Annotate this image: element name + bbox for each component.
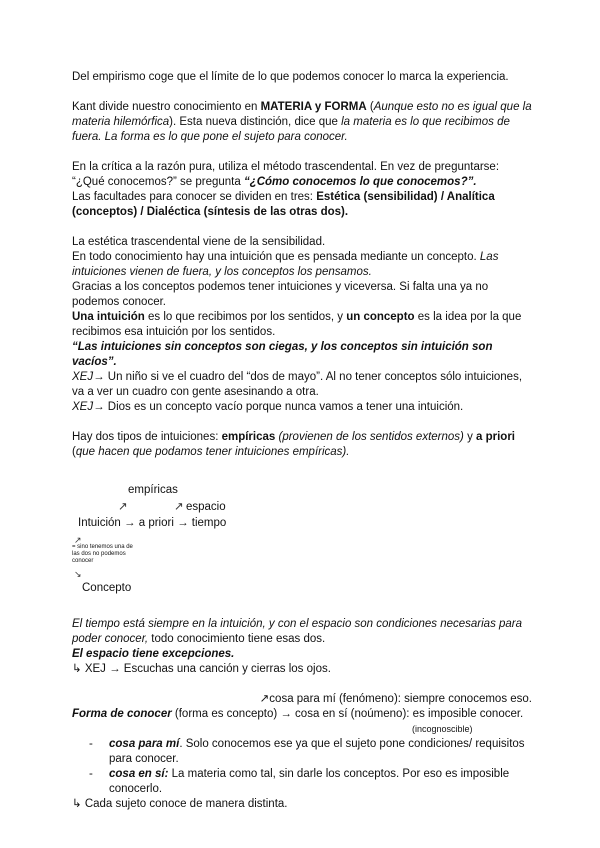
text: ( — [72, 446, 76, 458]
line-forma-de-conocer — [72, 707, 532, 722]
bold-text: empíricas — [221, 431, 276, 443]
paragraph-critica — [72, 160, 532, 190]
line-conocimiento — [72, 250, 532, 280]
bold-italic-text: “¿Cómo conocemos lo que conocemos?”. — [243, 176, 477, 188]
dash-mark: - — [89, 738, 93, 750]
diagram-intuicion-row: Intuición → a priori → tiempo — [78, 517, 227, 529]
text: Hay dos tipos de intuiciones: — [72, 431, 222, 443]
bold-text: un concepto — [346, 311, 415, 323]
line-intuicion-def — [72, 310, 532, 340]
bold-italic-text: Forma de conocer — [72, 708, 172, 720]
bold-italic-text: cosa para mí — [109, 738, 180, 750]
italic-text: la materia es lo que recibimos de fuera. La forma es lo que pone el sujeto para conocer. — [72, 116, 510, 143]
line-cada-sujeto: ↳ Cada sujeto conoce de manera distinta. — [72, 798, 288, 810]
paragraph-materia-forma — [72, 100, 532, 145]
italic-text: Las intuiciones vienen de fuera, y los conceptos los pensamos. — [72, 251, 499, 278]
text: En la crítica a la razón pura, utiliza el método trascendental. En vez de preguntarse: “¿Qué conocemos?” se pregunta — [72, 161, 500, 188]
text: y — [463, 431, 477, 443]
bold-text: Estética (sensibilidad) / Analítica (conceptos) / Dialéctica (síntesis de las otras dos). — [72, 191, 495, 218]
paragraph-tiempo — [72, 617, 532, 647]
paragraph-facultades — [72, 190, 532, 220]
text: → Un niño si ve el cuadro del “dos de mayo”. Al no tener conceptos sólo intuiciones, va a ver un cuadro con gente asesinando a otra. — [72, 371, 523, 398]
text: La materia como tal, sin darle los conceptos. Por eso es imposible conocerlo. — [109, 768, 510, 795]
arrow-ne-icon: ↗ — [74, 535, 82, 545]
text: es la idea por la que recibimos esa intuición por los sentidos. — [72, 311, 522, 338]
bold-text: MATERIA y FORMA — [260, 101, 367, 113]
quote-kant: “Las intuiciones sin conceptos son ciegas, y los conceptos sin intuición son vacíos”. — [72, 341, 493, 368]
paragraph-tipos-intuiciones — [72, 430, 532, 460]
text: → Dios es un concepto vacío porque nunca vamos a tener una intuición. — [93, 401, 464, 413]
line-espacio-excepciones: El espacio tiene excepciones. — [72, 648, 235, 660]
italic-text: El tiempo está siempre en la intuición, y con el espacio son condiciones necesarias para poder conocer, — [72, 618, 523, 645]
bold-text: a priori — [476, 431, 515, 443]
text: ( — [366, 101, 374, 113]
example-label: XEJ — [72, 401, 94, 413]
definition-list — [72, 737, 532, 797]
text: ). Esta nueva distinción, dice que — [169, 116, 342, 128]
text: Las facultades para conocer se dividen en tres: — [72, 191, 317, 203]
text: Kant divide nuestro conocimiento en — [72, 101, 261, 113]
example-dios — [72, 400, 532, 415]
text: es lo que recibimos por los sentidos, y — [144, 311, 347, 323]
intuition-diagram — [72, 475, 532, 594]
list-item — [72, 767, 532, 797]
list-item — [72, 737, 532, 767]
bold-italic-text: cosa en sí: — [109, 768, 169, 780]
example-label: XEJ — [72, 371, 94, 383]
arrow-se-icon: ↘ — [74, 569, 82, 579]
text: todo conocimiento tiene esas dos. — [148, 633, 326, 645]
italic-text: que hacen que podamos tener intuiciones empíricas). — [75, 446, 350, 458]
text: (forma es concepto) → cosa en sí (noúmeno): es imposible conocer. — [171, 708, 524, 720]
example-cancion: ↳ XEJ → Escuchas una canción y cierras los ojos. — [72, 663, 331, 675]
diagram-empiricas: empíricas — [128, 484, 178, 496]
diagram-espacio: espacio — [186, 501, 226, 513]
document-page — [72, 70, 532, 812]
line-estetica: La estética trascendental viene de la sensibilidad. — [72, 236, 326, 248]
line-gracias: Gracias a los conceptos podemos tener intuiciones y viceversa. Si falta una ya no podemos conocer. — [72, 281, 489, 308]
line-cosa-para-mi: ↗cosa para mí (fenómeno): siempre conocemos eso. — [259, 693, 532, 705]
arrow-ne-icon: ↗ — [118, 501, 128, 513]
dash-mark: - — [89, 768, 93, 780]
example-nino — [72, 370, 532, 400]
arrow-ne-icon: ↗ — [174, 501, 184, 513]
diagram-concepto: Concepto — [82, 582, 132, 594]
text: En todo conocimiento hay una intuición que es pensada mediante un concepto. — [72, 251, 480, 263]
paragraph-empirismo: Del empirismo coge que el límite de lo que podemos conocer lo marca la experiencia. — [72, 71, 509, 83]
bold-text: Una intuición — [72, 311, 145, 323]
note-incognoscible: (incognoscible) — [412, 724, 473, 734]
text: . Solo conocemos ese ya que el sujeto pone condiciones/ requisitos para conocer. — [109, 738, 525, 765]
italic-text: Aunque esto no es igual que la materia hilemórfica — [72, 101, 532, 128]
diagram-note: = sino tenemos una de las dos no podemos conocer — [72, 544, 133, 564]
italic-text: (provienen de los sentidos externos) — [275, 431, 464, 443]
